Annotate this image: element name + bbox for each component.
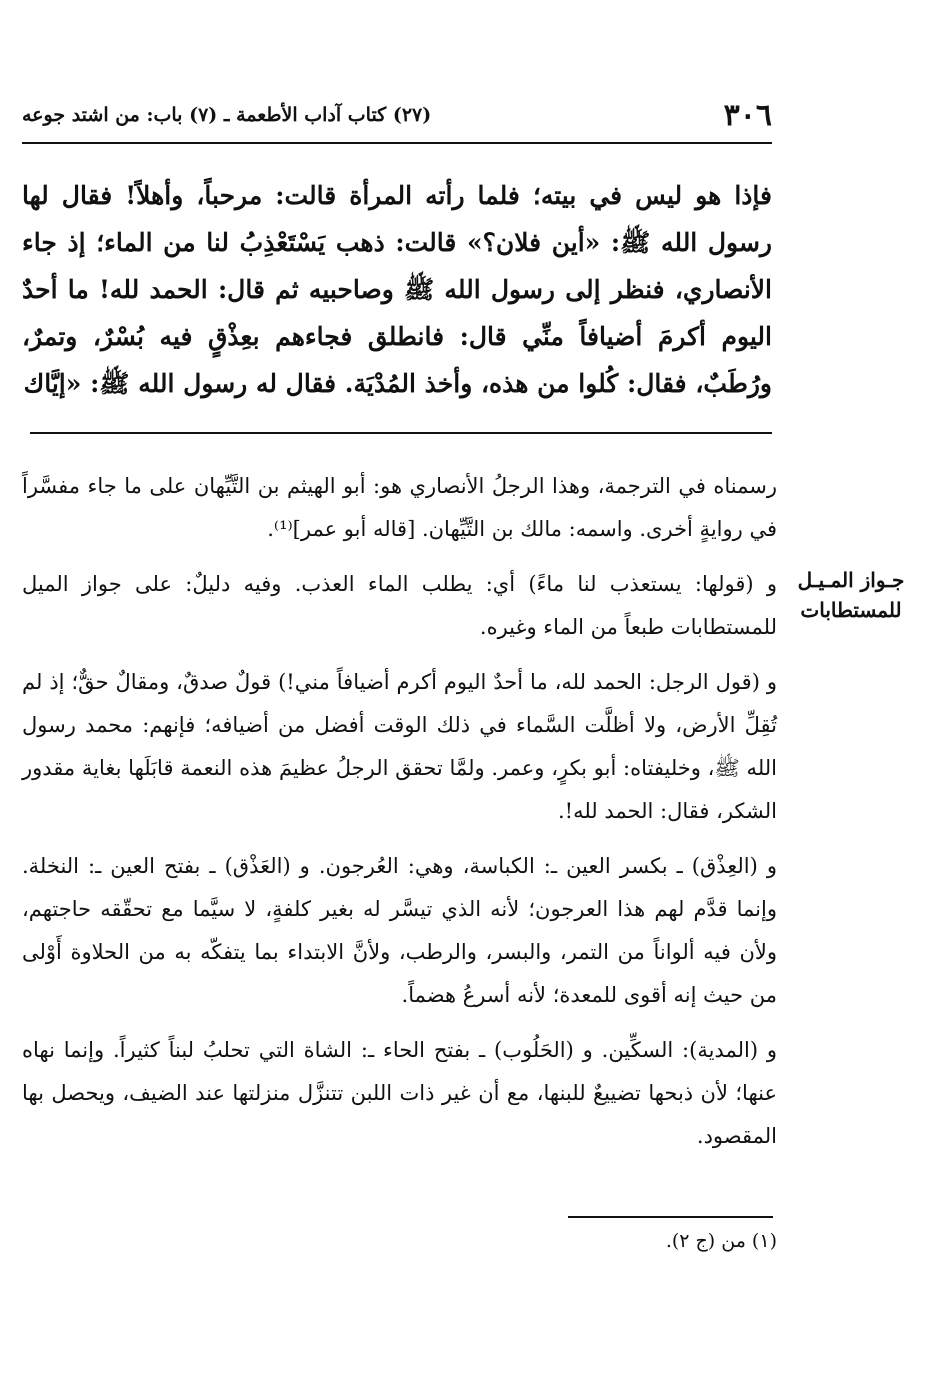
commentary-paragraph-5: و (المدية): السكِّين. و (الحَلُوب) ـ بفتح الحاء ـ: الشاة التي تحلبُ لبناً كثيراً. وإنما نهاه عنها؛ لأن ذبحها تضييعٌ للبنها، مع أن غير ذات اللبن تتنزَّل منزلتها عند الضيف، ويحصل بها المقصود. [22, 1038, 777, 1148]
footnote-rule [568, 1216, 773, 1218]
commentary-paragraph-3: و (قول الرجل: الحمد لله، ما أحدٌ اليوم أكرم أضيافاً مني!) قولٌ صدقٌ، ومقالٌ حقٌّ؛ إذ لم تُقِلِّ الأرض، ولا أظلَّت السَّماء في ذلك الوقت أفضل من أضيافه؛ فإنهم: محمد رسول الله ﷺ، وخليفتاه: أبو بكرٍ، وعمر. ولمَّا تحقق الرجلُ عظيمَ هذه النعمة قابَلَها بغاية مقدور الشكر، فقال: الحمد لله!. [22, 670, 777, 823]
section-divider [30, 432, 772, 434]
margin-note-line-1: جـواز المـيـل [797, 568, 905, 592]
commentary-paragraph-1: رسمناه في الترجمة، وهذا الرجلُ الأنصاري هو: أبو الهيثم بن التَّيِّهان على ما جاء مفسَّراً في روايةٍ أخرى. واسمه: مالك بن التَّيِّهان. [قاله أبو عمر]⁽¹⁾. [22, 474, 777, 541]
hadith-text: فإذا هو ليس في بيته؛ فلما رأته المرأة قالت: مرحباً، وأهلاً! فقال لها رسول الله ﷺ: «أين فلان؟» قالت: ذهب يَسْتَعْذِبُ لنا من الماء؛ إذ جاء الأنصاري، فنظر إلى رسول الله ﷺ وصاحبيه ثم قال: الحمد لله! ما أحدٌ اليوم أكرمَ أضيافاً منِّي قال: فانطلق فجاءهم بعِذْقٍ فيه بُسْرٌ، وتمرٌ، ورُطَبٌ، فقال: كُلوا من هذه، وأخذ المُدْيَة. فقال له رسول الله ﷺ: «إيَّاك [22, 181, 772, 398]
margin-note-line-2: للمستطابات [800, 598, 902, 622]
footnote: (١) من (ج ٢). [665, 1230, 777, 1252]
margin-note [782, 565, 920, 625]
page-number: ٣٠٦ [723, 97, 772, 133]
header-rule [22, 142, 772, 144]
commentary-paragraph-2: و (قولها: يستعذب لنا ماءً) أي: يطلب الماء العذب. وفيه دليلٌ: على جواز الميل للمستطابات طبعاً من الماء وغيره. [22, 572, 777, 639]
commentary-paragraph-4: و (العِذْق) ـ بكسر العين ـ: الكباسة، وهي: العُرجون. و (العَذْق) ـ بفتح العين ـ: النخلة. وإنما قدَّم لهم هذا العرجون؛ لأنه الذي تيسَّر له بغير كلفةٍ، لا سيَّما مع تحقّقه حاجتهم، ولأن فيه ألواناً من التمر، والبسر، والرطب، ولأنَّ الابتداء بما يتفكّه به من الحلاوة أَوْلى من حيث إنه أقوى للمعدة؛ لأنه أسرعُ هضماً. [22, 854, 777, 1007]
page-header [22, 95, 772, 135]
hadith-text-block [22, 172, 772, 407]
commentary-block [22, 465, 777, 1170]
running-title: (٢٧) كتاب آداب الأطعمة ـ (٧) باب: من اشتد جوعه [22, 104, 432, 126]
